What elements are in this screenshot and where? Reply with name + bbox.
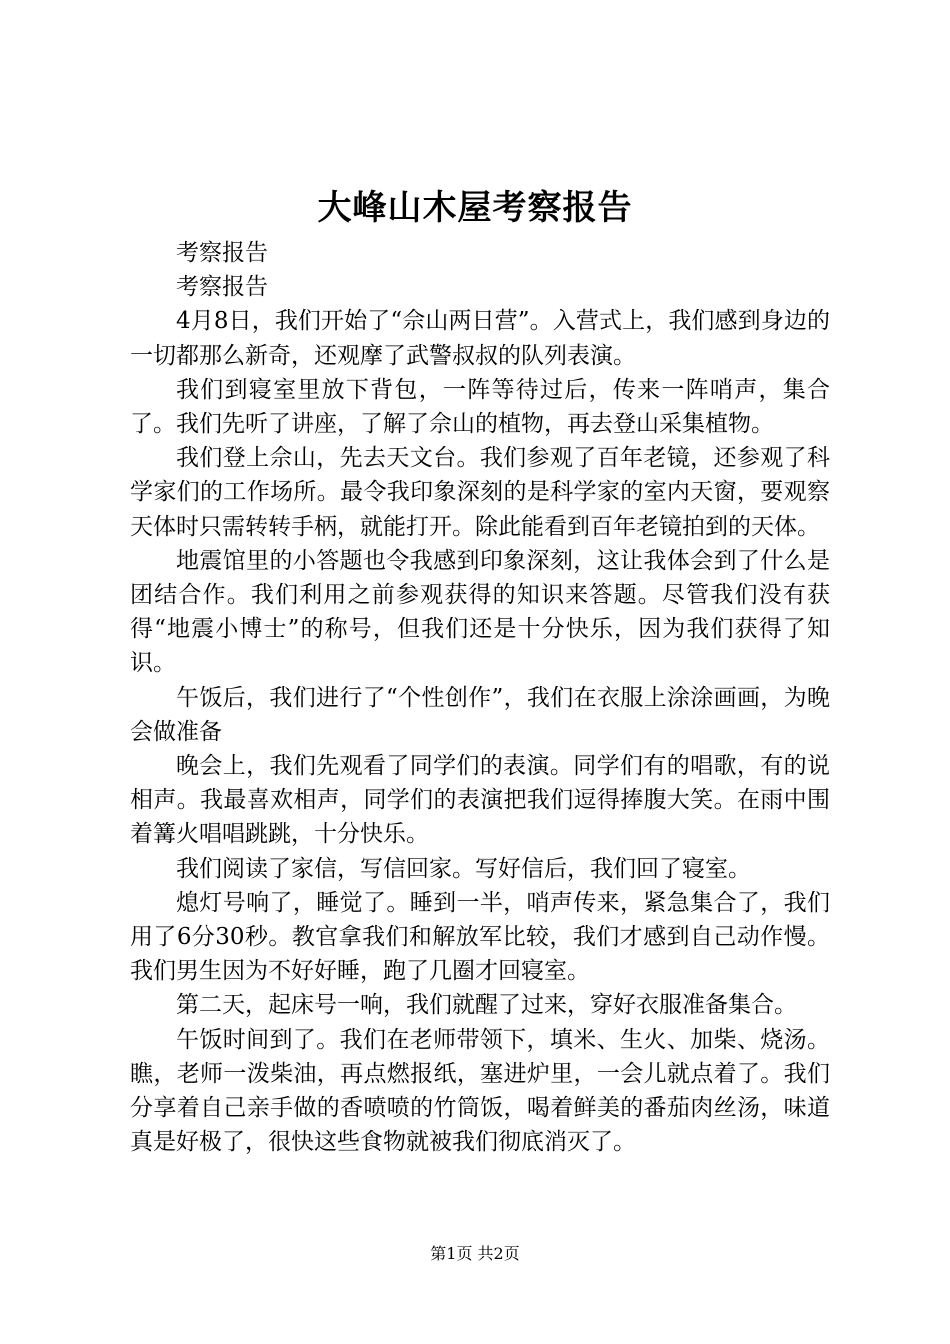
paragraph-7: 午饭后，我们进行了“个性创作”，我们在衣服上涂涂画画，为晚会做准备 [130,684,830,745]
page-footer: 第1页 共2页 [430,1244,520,1263]
paragraph-1: 考察报告 [176,240,268,266]
paragraph-10: 熄灯号响了，睡觉了。睡到一半，哨声传来，紧急集合了，我们用了6分30秒。教官拿我们和解放军比较，我们才感到自己动作慢。我们男生因为不好好睡，跑了几圈才回寝室。 [130,889,830,985]
paragraph-9: 我们阅读了家信，写信回家。写好信后，我们回了寝室。 [176,855,751,882]
document-title: 大峰山木屋考察报告 [317,188,633,228]
paragraph-11: 第二天，起床号一响，我们就醒了过来，穿好衣服准备集合。 [176,992,797,1019]
paragraph-4: 我们到寝室里放下背包，一阵等待过后，传来一阵哨声，集合了。我们先听了讲座，了解了佘山的植物，再去登山采集植物。 [130,376,830,438]
paragraph-5: 我们登上佘山，先去天文台。我们参观了百年老镜，还参观了科学家们的工作场所。最令我印象深刻的是科学家的室内天窗，要观察天体时只需转转手柄，就能打开。除此能看到百年老镜拍到的天体。 [130,445,830,540]
paragraph-8: 晚会上，我们先观看了同学们的表演。同学们有的唱歌，有的说相声。我最喜欢相声，同学们的表演把我们逗得捧腹大笑。在雨中围着篝火唱唱跳跳，十分快乐。 [130,753,830,848]
document-body [130,236,830,1159]
paragraph-6: 地震馆里的小答题也令我感到印象深刻，这让我体会到了什么是团结合作。我们利用之前参观获得的知识来答题。尽管我们没有获得“地震小博士”的称号，但我们还是十分快乐，因为我们获得了知识。 [130,547,830,677]
paragraph-12: 午饭时间到了。我们在老师带领下，填米、生火、加柴、烧汤。瞧，老师一泼柴油，再点燃报纸，塞进炉里，一会儿就点着了。我们分享着自己亲手做的香喷喷的竹筒饭，喝着鲜美的番茄肉丝汤，味道真是好极了，很快这些食物就被我们彻底消灭了。 [130,1026,830,1156]
paragraph-3: 4月8日，我们开始了“佘山两日营”。入营式上，我们感到身边的一切都那么新奇，还观摩了武警叔叔的队列表演。 [130,308,830,369]
paragraph-2: 考察报告 [176,274,268,301]
